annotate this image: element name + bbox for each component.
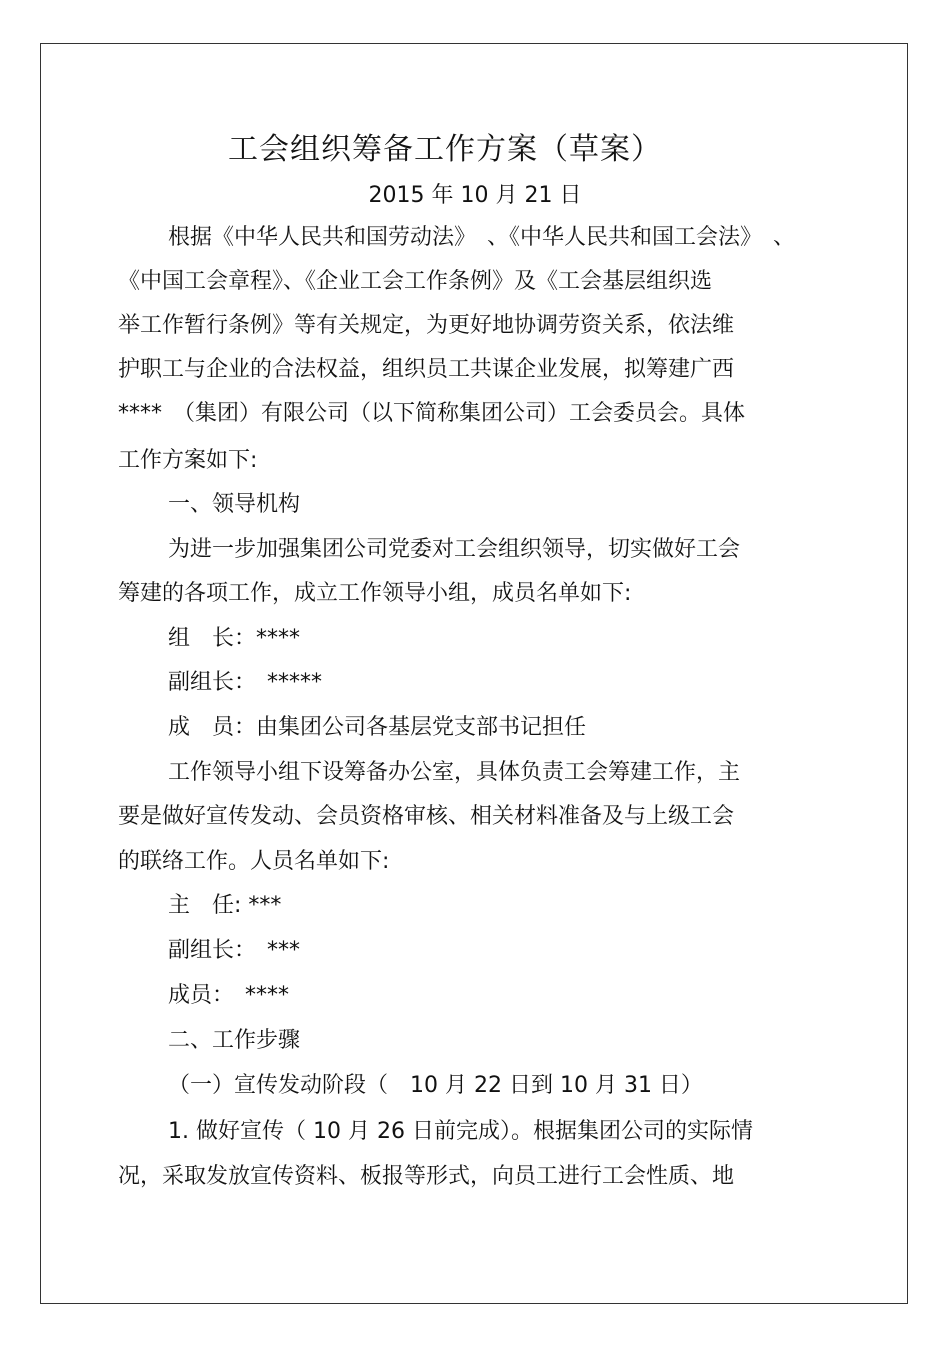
body-line-2: 《中国工会章程》、《企业工会工作条例》及《工会基层组织选: [118, 269, 713, 294]
office-line-members: 成员： ****: [168, 983, 290, 1008]
subsection-heading-1: （一）宣传发动阶段（ 10 月 22 日到 10 月 31 日）: [168, 1073, 703, 1098]
member-line-members: 成 员：由集团公司各基层党支部书记担任: [168, 715, 587, 740]
body-line-22: 况，采取发放宣传资料、板报等形式，向员工进行工会性质、地: [118, 1164, 735, 1189]
body-line-13: 工作领导小组下设筹备办公室，具体负责工会筹建工作，主: [168, 760, 741, 785]
body-line-3: 举工作暂行条例》等有关规定，为更好地协调劳资关系，依法维: [118, 313, 735, 338]
document-title: 工会组织筹备工作方案（草案）: [228, 132, 662, 167]
body-line-5: **** （集团）有限公司（以下简称集团公司）工会委员会。具体: [118, 401, 746, 426]
member-line-deputy: 副组长： *****: [168, 670, 323, 695]
body-line-14: 要是做好宣传发动、会员资格审核、相关材料准备及与上级工会: [118, 804, 735, 829]
body-line-6: 工作方案如下:: [118, 448, 258, 473]
office-line-director: 主 任: ***: [168, 893, 282, 918]
member-line-leader: 组 长：****: [168, 626, 301, 651]
body-line-15: 的联络工作。人员名单如下:: [118, 849, 390, 874]
document-date: 2015 年 10 月 21 日: [368, 183, 582, 208]
body-line-4: 护职工与企业的合法权益，组织员工共谋企业发展，拟筹建广西: [118, 357, 735, 382]
section-heading-2: 二、工作步骤: [168, 1028, 301, 1053]
body-line-9: 筹建的各项工作，成立工作领导小组，成员名单如下:: [118, 581, 632, 606]
body-line-21: 1. 做好宣传（ 10 月 26 日前完成）。根据集团公司的实际情: [168, 1119, 753, 1144]
section-heading-1: 一、领导机构: [168, 492, 301, 517]
body-line-8: 为进一步加强集团公司党委对工会组织领导，切实做好工会: [168, 537, 741, 562]
body-line-1: 根据《中华人民共和国劳动法》 、《中华人民共和国工会法》 、: [168, 225, 796, 250]
office-line-deputy: 副组长： ***: [168, 938, 301, 963]
